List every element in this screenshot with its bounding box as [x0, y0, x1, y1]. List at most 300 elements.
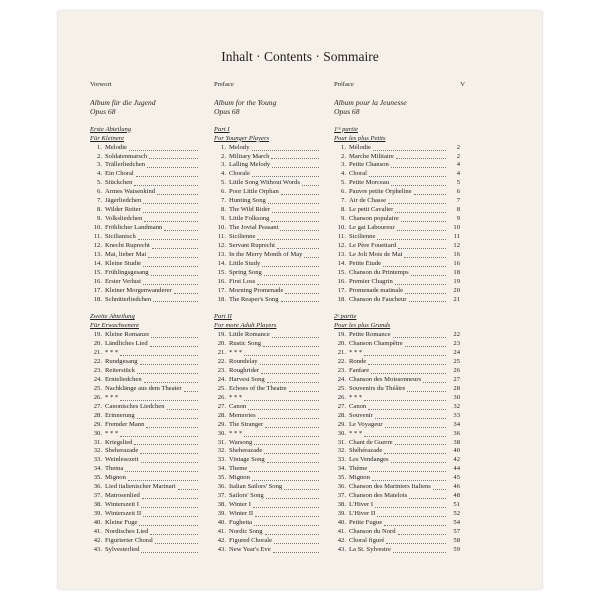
toc-entry — [334, 278, 460, 287]
toc-entry — [334, 197, 460, 206]
dot-leader — [277, 242, 319, 249]
toc-entry — [90, 233, 200, 242]
dot-leader — [138, 233, 198, 240]
dot-leader — [433, 483, 446, 490]
entry-title: Italian Sailors' Song — [229, 483, 283, 491]
entry-title: La St. Sylvestre — [349, 545, 391, 553]
toc-entry — [334, 287, 460, 296]
entry-number: 7. — [97, 197, 102, 205]
entry-number: 43. — [93, 545, 102, 553]
dot-leader — [302, 179, 319, 186]
entry-number: 25. — [337, 384, 346, 392]
entry-number: 9. — [221, 215, 226, 223]
dot-leader — [143, 510, 198, 517]
entry-title: Mai, lieber Mai — [105, 250, 147, 258]
dot-leader — [150, 528, 198, 535]
dot-leader — [398, 242, 446, 249]
dot-leader — [373, 144, 446, 151]
toc-entry — [90, 465, 200, 474]
dot-leader — [388, 197, 446, 204]
dot-leader — [140, 447, 198, 454]
toc-entry — [90, 188, 200, 197]
entry-number: 22. — [217, 358, 226, 366]
entry-title: Vintage Song — [229, 456, 265, 464]
toc-entry — [214, 447, 321, 456]
entry-title: Mignon — [349, 474, 370, 482]
entry-title: Fanfare — [349, 367, 370, 374]
dot-leader — [252, 170, 319, 177]
preface-page-number: V — [460, 81, 465, 88]
dot-leader — [272, 206, 319, 213]
toc-entry — [90, 215, 200, 224]
dot-leader — [401, 215, 446, 222]
entry-number: 39. — [337, 510, 346, 517]
toc-entry — [334, 394, 460, 403]
entry-title: Premier Chagrin — [349, 277, 393, 285]
entry-number: 13. — [337, 250, 346, 258]
entry-title: Little Romance — [229, 331, 270, 339]
entry-number: 9. — [97, 215, 102, 223]
entry-title: Morning Promenade — [229, 286, 284, 294]
entry-page-number: 42 — [453, 456, 460, 464]
toc-entry — [90, 296, 200, 305]
entry-number: 13. — [93, 250, 102, 258]
entry-page-number: 52 — [453, 510, 460, 517]
entry-title: * * * — [105, 349, 119, 357]
entry-page-number: 44 — [453, 465, 460, 473]
entry-number: 34. — [337, 465, 346, 473]
toc-entry — [214, 421, 321, 430]
entry-number: 14. — [93, 259, 102, 267]
entry-number: 39. — [93, 510, 102, 517]
entry-title: Marche Militaire — [349, 152, 394, 160]
entry-number: 4. — [97, 170, 102, 178]
toc-entry — [214, 206, 321, 215]
dot-leader — [140, 358, 198, 365]
dot-leader — [136, 170, 198, 177]
entry-number: 41. — [337, 527, 346, 535]
entry-page-number: 11 — [453, 232, 460, 240]
entry-page-number: 20 — [453, 286, 460, 294]
dot-leader — [262, 260, 319, 267]
dot-leader — [391, 161, 446, 168]
dot-leader — [244, 430, 319, 437]
dot-leader — [397, 224, 446, 231]
dot-leader — [174, 287, 198, 294]
entry-number: 11. — [218, 232, 226, 240]
toc-entry — [214, 269, 321, 278]
toc-entry — [90, 331, 200, 340]
dot-leader — [178, 483, 198, 490]
entry-title: Schnitterliedchen — [105, 295, 152, 303]
part-subheading: Für Erwachsenere — [90, 322, 140, 330]
entry-title: Erster Verlust — [105, 277, 141, 285]
dot-leader — [395, 278, 446, 285]
entry-title: Matrosenlied — [105, 492, 140, 500]
dot-leader — [141, 501, 198, 508]
entry-title: Melodie — [105, 143, 127, 151]
entry-number: 32. — [337, 447, 346, 455]
entry-number: 15. — [337, 268, 346, 276]
entry-title: Little Study — [229, 259, 261, 267]
entry-number: 1. — [97, 143, 102, 151]
entry-number: 26. — [217, 393, 226, 401]
entry-number: 28. — [93, 411, 102, 419]
entry-title: Le gai Laboureur — [349, 224, 395, 231]
dot-leader — [141, 546, 198, 553]
entry-title: Mignon — [229, 474, 250, 482]
toc-entry — [90, 260, 200, 269]
toc-entry — [334, 439, 460, 448]
entry-title: Chanson populaire — [349, 215, 399, 223]
entry-page-number: 26 — [453, 367, 460, 374]
dot-leader — [384, 519, 446, 526]
entry-title: * * * — [229, 429, 243, 437]
toc-entry — [334, 385, 460, 394]
dot-leader — [254, 439, 319, 446]
entry-title: Chanson des Matelots — [349, 492, 408, 500]
dot-leader — [258, 412, 319, 419]
toc-entry — [334, 501, 460, 510]
entry-number: 38. — [93, 501, 102, 509]
preface-label: Préface — [334, 81, 354, 88]
toc-entry — [334, 492, 460, 501]
entry-list — [90, 331, 200, 554]
toc-entry — [334, 474, 460, 483]
toc-entry — [334, 179, 460, 188]
toc-entry — [90, 394, 200, 403]
entry-page-number: 12 — [453, 241, 460, 249]
entry-number: 43. — [337, 545, 346, 553]
part-subheading: Pour les plus Grands — [334, 322, 391, 330]
entry-title: The Wild Rider — [229, 206, 270, 214]
entry-title: Le petit Cavalier — [349, 206, 394, 214]
toc-entry — [90, 412, 200, 421]
toc-entry — [214, 242, 321, 251]
dot-leader — [384, 447, 446, 454]
dot-leader — [272, 161, 319, 168]
toc-entry — [90, 170, 200, 179]
toc-entry — [214, 287, 321, 296]
dot-leader — [369, 170, 446, 177]
entry-title: Kleine Fuge — [105, 518, 138, 526]
toc-entry — [90, 358, 200, 367]
entry-title: Knecht Ruprecht — [105, 241, 150, 249]
dot-leader — [271, 153, 319, 160]
entry-page-number: 57 — [453, 527, 460, 535]
entry-number: 7. — [221, 197, 226, 205]
entry-title: Pauvre petite Orpheline — [349, 188, 412, 196]
entry-number: 34. — [93, 465, 102, 473]
dot-leader — [364, 349, 446, 356]
toc-entry — [214, 197, 321, 206]
toc-entry — [214, 528, 321, 537]
entry-number: 10. — [93, 224, 102, 231]
entry-title: Choral — [349, 170, 367, 178]
entry-number: 36. — [217, 483, 226, 491]
entry-number: 21. — [93, 349, 102, 357]
preface-label: Vorwort — [90, 81, 112, 88]
toc-entry — [90, 430, 200, 439]
entry-number: 40. — [93, 518, 102, 526]
entry-title: Servant Ruprecht — [229, 241, 275, 249]
toc-entry — [334, 537, 460, 546]
entry-number: 6. — [97, 188, 102, 196]
toc-entry — [90, 161, 200, 170]
dot-leader — [148, 251, 198, 258]
toc-entry — [334, 456, 460, 465]
entry-number: 7. — [341, 197, 346, 205]
toc-entry — [214, 233, 321, 242]
entry-number: 1. — [221, 143, 226, 151]
entry-title: Wilder Reiter — [105, 206, 141, 214]
entry-number: 32. — [93, 447, 102, 455]
entry-title: Kleine Romanze — [105, 331, 150, 339]
toc-entry — [90, 501, 200, 510]
entry-title: Nordic Song — [229, 527, 263, 535]
album-opus: Opus 68 — [334, 107, 360, 116]
toc-entry — [334, 251, 460, 260]
dot-leader — [377, 233, 446, 240]
toc-entry — [334, 153, 460, 162]
entry-title: Jägerliedchen — [105, 197, 142, 205]
toc-entry — [90, 206, 200, 215]
entry-number: 2. — [221, 152, 226, 160]
entry-number: 25. — [217, 384, 226, 392]
dot-leader — [184, 385, 198, 392]
entry-number: 32. — [217, 447, 226, 455]
entry-number: 17. — [93, 286, 102, 294]
dot-leader — [265, 528, 319, 535]
dot-leader — [134, 179, 198, 186]
column-german — [90, 81, 200, 555]
entry-number: 26. — [93, 393, 102, 401]
dot-leader — [265, 421, 319, 428]
entry-number: 14. — [337, 259, 346, 267]
dot-leader — [128, 474, 198, 481]
entry-number: 38. — [217, 501, 226, 509]
toc-entry — [90, 421, 200, 430]
entry-page-number: 5 — [456, 179, 460, 187]
dot-leader — [244, 394, 319, 401]
entry-title: Chanson des Moissonneurs — [349, 375, 422, 383]
entry-title: Air de Chasse — [349, 197, 386, 205]
toc-entry — [90, 349, 200, 358]
entry-number: 14. — [217, 259, 226, 267]
toc-entry — [90, 447, 200, 456]
entry-title: Chorale — [229, 170, 250, 178]
entry-page-number: 58 — [453, 536, 460, 544]
dot-leader — [284, 483, 319, 490]
entry-number: 37. — [217, 492, 226, 500]
toc-entry — [90, 287, 200, 296]
toc-entry — [334, 296, 460, 305]
entry-title: Shéhérazade — [349, 447, 383, 455]
album-opus: Opus 68 — [214, 107, 240, 116]
entry-title: Kleine Studie — [105, 259, 142, 267]
dot-leader — [398, 528, 446, 535]
dot-leader — [155, 537, 198, 544]
dot-leader — [405, 340, 446, 347]
entry-title: Kleiner Morgenwanderer — [105, 286, 172, 294]
entry-page-number: 59 — [453, 545, 460, 553]
toc-entry — [90, 278, 200, 287]
toc-entry — [334, 376, 460, 385]
toc-entry — [214, 340, 321, 349]
toc-entry — [334, 421, 460, 430]
entry-page-number: 27 — [453, 375, 460, 383]
entry-page-number: 6 — [456, 188, 460, 196]
toc-entry — [334, 188, 460, 197]
toc-entry — [90, 144, 200, 153]
entry-number: 42. — [93, 536, 102, 544]
dot-leader — [151, 331, 198, 338]
toc-entry — [214, 456, 321, 465]
entry-number: 43. — [217, 545, 226, 553]
entry-number: 40. — [337, 518, 346, 526]
entry-number: 31. — [217, 438, 226, 446]
entry-title: Theme — [229, 465, 248, 473]
entry-number: 41. — [217, 527, 226, 535]
entry-number: 1. — [341, 143, 346, 151]
entry-number: 27. — [93, 402, 102, 410]
toc-entry — [334, 403, 460, 412]
entry-page-number: 46 — [453, 483, 460, 491]
toc-entry — [214, 412, 321, 421]
dot-leader — [264, 269, 319, 276]
entry-number: 10. — [337, 224, 346, 231]
dot-leader — [386, 537, 446, 544]
entry-title: L'Hiver I — [349, 501, 374, 509]
entry-title: Canonisches Liedchen — [105, 402, 165, 410]
entry-number: 17. — [337, 286, 346, 294]
toc-entry — [214, 161, 321, 170]
entry-page-number: 54 — [453, 518, 460, 526]
entry-number: 20. — [93, 340, 102, 348]
toc-entry — [214, 251, 321, 260]
entry-page-number: 23 — [453, 340, 460, 348]
entry-number: 12. — [217, 241, 226, 249]
entry-title: Erinnerung — [105, 411, 135, 419]
entry-page-number: 4 — [456, 161, 460, 169]
toc-entry — [334, 144, 460, 153]
toc-entry — [334, 215, 460, 224]
entry-number: 30. — [93, 429, 102, 437]
dot-leader — [157, 188, 198, 195]
entry-number: 19. — [93, 331, 102, 339]
entry-number: 11. — [338, 232, 346, 240]
entry-title: Kriegslied — [105, 438, 133, 446]
dot-leader — [143, 260, 198, 267]
entry-title: Harvest Song — [229, 375, 265, 383]
toc-entry — [214, 394, 321, 403]
dot-leader — [409, 492, 446, 499]
toc-entry — [90, 251, 200, 260]
dot-leader — [393, 546, 446, 553]
column-english — [214, 81, 321, 555]
toc-entry — [90, 546, 200, 555]
dot-leader — [248, 403, 319, 410]
dot-leader — [385, 421, 446, 428]
entry-number: 22. — [337, 358, 346, 366]
entry-title: Souvenirs du Théâtre — [349, 384, 406, 392]
dot-leader — [141, 456, 198, 463]
dot-leader — [375, 501, 446, 508]
toc-entry — [90, 340, 200, 349]
dot-leader — [369, 465, 446, 472]
entry-number: 19. — [217, 331, 226, 339]
dot-leader — [249, 465, 319, 472]
toc-entry — [214, 510, 321, 519]
toc-entry — [90, 224, 200, 233]
entry-number: 8. — [221, 206, 226, 214]
dot-leader — [266, 492, 319, 499]
entry-number: 25. — [93, 384, 102, 392]
toc-entry — [90, 367, 200, 376]
entry-title: Chant de Guerre — [349, 438, 393, 446]
album-title: Album for the Young — [214, 98, 277, 107]
toc-entry — [214, 296, 321, 305]
dot-leader — [364, 430, 446, 437]
toc-entry — [334, 367, 460, 376]
entry-title: Rustic Song — [229, 340, 262, 348]
entry-title: Sylvesterlied — [105, 545, 140, 553]
entry-title: Spring Song — [229, 268, 262, 276]
dot-leader — [267, 376, 319, 383]
preface-label: Preface — [214, 81, 234, 88]
entry-title: Roundelay — [229, 358, 258, 366]
entry-number: 23. — [217, 367, 226, 374]
entry-number: 9. — [341, 215, 346, 223]
dot-leader — [393, 331, 446, 338]
dot-leader — [396, 153, 446, 160]
entry-title: Chanson Champêtre — [349, 340, 403, 348]
entry-list — [214, 331, 321, 554]
dot-leader — [244, 349, 319, 356]
entry-page-number: 21 — [453, 295, 460, 303]
part-subheading: Für Kleinere — [90, 134, 124, 142]
entry-title: Fröhlicher Landmann — [105, 224, 163, 231]
entry-number: 37. — [337, 492, 346, 500]
entry-page-number: 16 — [453, 250, 460, 258]
entry-number: 28. — [337, 411, 346, 419]
entry-number: 34. — [217, 465, 226, 473]
entry-number: 18. — [217, 295, 226, 303]
toc-entry — [334, 465, 460, 474]
entry-title: Sicilienne — [349, 232, 376, 240]
entry-title: Poor Little Orphan — [229, 188, 279, 196]
entry-title: Trällerliedchen — [105, 161, 146, 169]
entry-number: 4. — [341, 170, 346, 178]
dot-leader — [252, 144, 319, 151]
part-heading: 1ʳᵉ partie — [334, 125, 358, 133]
entry-page-number: 34 — [453, 420, 460, 428]
entry-number: 33. — [93, 456, 102, 464]
entry-number: 30. — [337, 429, 346, 437]
entry-number: 31. — [93, 438, 102, 446]
entry-number: 38. — [337, 501, 346, 509]
entry-page-number: 2 — [456, 152, 460, 160]
dot-leader — [149, 153, 198, 160]
entry-page-number: 25 — [453, 358, 460, 366]
entry-title: Roughrider — [229, 367, 260, 374]
entry-number: 8. — [341, 206, 346, 214]
entry-title: The Stranger — [229, 420, 264, 428]
entry-title: Sailors' Song — [229, 492, 264, 500]
entry-page-number: 7 — [456, 197, 460, 205]
dot-leader — [143, 278, 198, 285]
entry-number: 5. — [341, 179, 346, 187]
